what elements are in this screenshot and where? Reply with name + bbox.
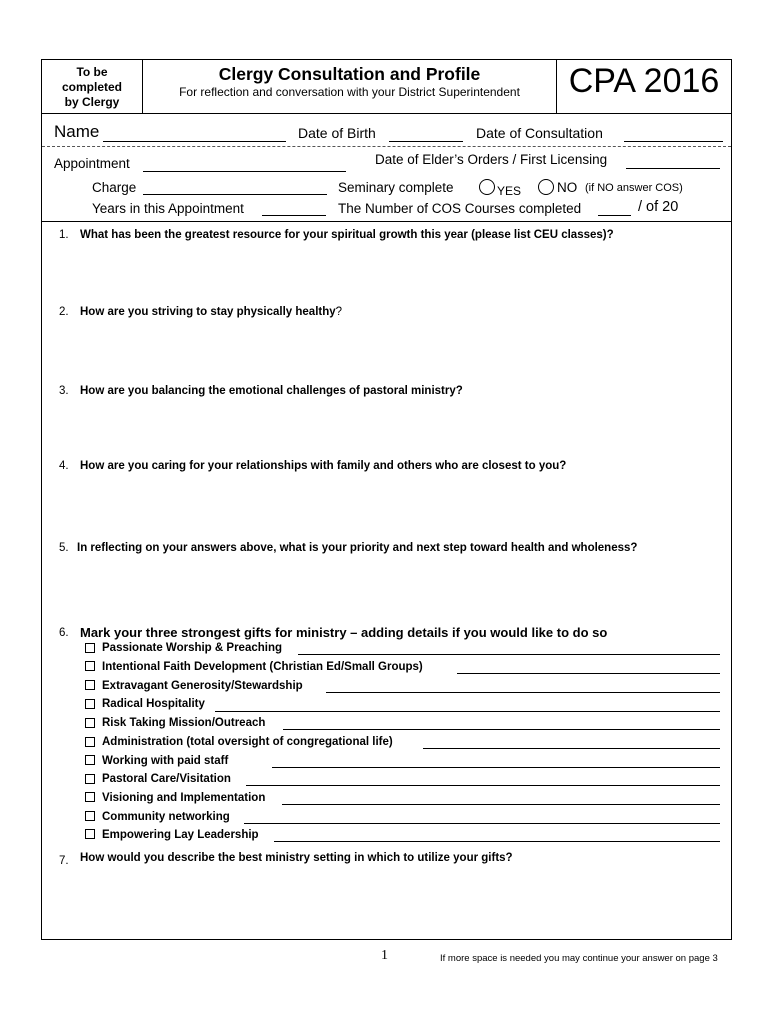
gift-checkbox-7[interactable]	[85, 755, 95, 765]
gift-label-10: Community networking	[102, 811, 230, 823]
years-in-appointment-label: Years in this Appointment	[92, 201, 244, 216]
gift-label-7: Working with paid staff	[102, 755, 229, 767]
date-of-consultation-input[interactable]	[624, 141, 723, 142]
date-of-birth-input[interactable]	[389, 141, 463, 142]
cos-courses-label: The Number of COS Courses completed	[338, 201, 582, 216]
charge-input[interactable]	[143, 194, 327, 195]
question-2-number: 2.	[59, 306, 69, 318]
gift-checkbox-8[interactable]	[85, 774, 95, 784]
seminary-no-note: (if NO answer COS)	[585, 182, 683, 194]
gift-checkbox-9[interactable]	[85, 792, 95, 802]
seminary-complete-label: Seminary complete	[338, 180, 454, 195]
question-3-number: 3.	[59, 385, 69, 397]
question-6-text: Mark your three strongest gifts for ministry – adding details if you would like to do so	[80, 625, 608, 640]
gift-checkbox-3[interactable]	[85, 680, 95, 690]
question-7-number: 7.	[59, 855, 69, 867]
seminary-no-label: NO	[557, 180, 578, 195]
question-7-text: How would you describe the best ministry setting in which to utilize your gifts?	[80, 852, 513, 864]
gift-checkbox-2[interactable]	[85, 661, 95, 671]
gift-line-11[interactable]	[274, 841, 720, 842]
to-be-completed-text	[43, 65, 141, 110]
question-2-text: How are you striving to stay physically healthy	[80, 306, 336, 318]
seminary-yes-label: YES	[497, 184, 522, 198]
years-in-appointment-input[interactable]	[262, 215, 326, 216]
gift-checkbox-11[interactable]	[85, 829, 95, 839]
gift-label-11: Empowering Lay Leadership	[102, 829, 259, 841]
header-divider	[42, 146, 731, 147]
name-label: Name	[54, 122, 100, 141]
to-be-line-2: completed	[61, 80, 122, 94]
gift-line-6[interactable]	[423, 748, 720, 749]
gift-label-6: Administration (total oversight of congregational life)	[102, 736, 393, 748]
question-3-text: How are you balancing the emotional challenges of pastoral ministry?	[80, 385, 463, 397]
gift-line-3[interactable]	[326, 692, 720, 693]
gift-checkbox-5[interactable]	[85, 718, 95, 728]
cos-courses-input[interactable]	[598, 215, 631, 216]
to-be-line-1: To be	[76, 65, 108, 79]
footer-note: If more space is needed you may continue your answer on page 3	[440, 953, 718, 964]
question-5-text: In reflecting on your answers above, what is your priority and next step toward health and wholeness?	[77, 542, 638, 554]
gift-line-4[interactable]	[215, 711, 720, 712]
question-4-number: 4.	[59, 460, 69, 472]
gift-label-9: Visioning and Implementation	[102, 792, 266, 804]
to-be-line-3: by Clergy	[64, 95, 120, 109]
question-2-suffix: ?	[335, 306, 343, 318]
gift-line-7[interactable]	[272, 767, 720, 768]
name-input[interactable]	[103, 141, 286, 142]
charge-label: Charge	[92, 180, 137, 195]
seminary-no-radio[interactable]	[538, 179, 554, 195]
gift-line-2[interactable]	[457, 673, 720, 674]
gift-checkbox-4[interactable]	[85, 699, 95, 709]
date-of-elders-orders-label: Date of Elder’s Orders / First Licensing	[375, 152, 608, 167]
question-2	[80, 306, 342, 318]
gift-label-8: Pastoral Care/Visitation	[102, 773, 231, 785]
page-number: 1	[381, 948, 388, 963]
appointment-label: Appointment	[54, 156, 130, 171]
gift-checkbox-10[interactable]	[85, 811, 95, 821]
gift-checkbox-1[interactable]	[85, 643, 95, 653]
gift-label-2: Intentional Faith Development (Christian Ed/Small Groups)	[102, 661, 423, 673]
gift-line-5[interactable]	[283, 729, 720, 730]
gift-line-10[interactable]	[244, 823, 720, 824]
page-subtitle: For reflection and conversation with your District Superintendent	[179, 85, 520, 99]
gift-label-3: Extravagant Generosity/Stewardship	[102, 680, 303, 692]
fields-divider	[42, 221, 731, 222]
of-20-label: / of 20	[638, 199, 679, 215]
date-of-elders-orders-input[interactable]	[626, 168, 720, 169]
date-of-consultation-label: Date of Consultation	[476, 125, 603, 141]
question-1-text: What has been the greatest resource for your spiritual growth this year (please list CEU classes)?	[80, 229, 614, 241]
form-code: CPA 2016	[568, 62, 720, 100]
gift-label-5: Risk Taking Mission/Outreach	[102, 717, 266, 729]
seminary-yes-radio[interactable]	[479, 179, 495, 195]
question-6-number: 6.	[59, 627, 69, 639]
gift-line-9[interactable]	[282, 804, 720, 805]
gift-label-1: Passionate Worship & Preaching	[102, 642, 283, 654]
question-4-text: How are you caring for your relationships with family and others who are closest to you?	[80, 460, 567, 472]
question-1-number: 1.	[59, 229, 69, 241]
gift-checkbox-6[interactable]	[85, 737, 95, 747]
question-5-number: 5.	[59, 542, 69, 554]
date-of-birth-label: Date of Birth	[298, 125, 376, 141]
gift-line-8[interactable]	[246, 785, 720, 786]
page-title: Clergy Consultation and Profile	[218, 64, 481, 84]
gift-line-1[interactable]	[298, 654, 720, 655]
appointment-input[interactable]	[143, 171, 346, 172]
gift-label-4: Radical Hospitality	[102, 698, 205, 710]
